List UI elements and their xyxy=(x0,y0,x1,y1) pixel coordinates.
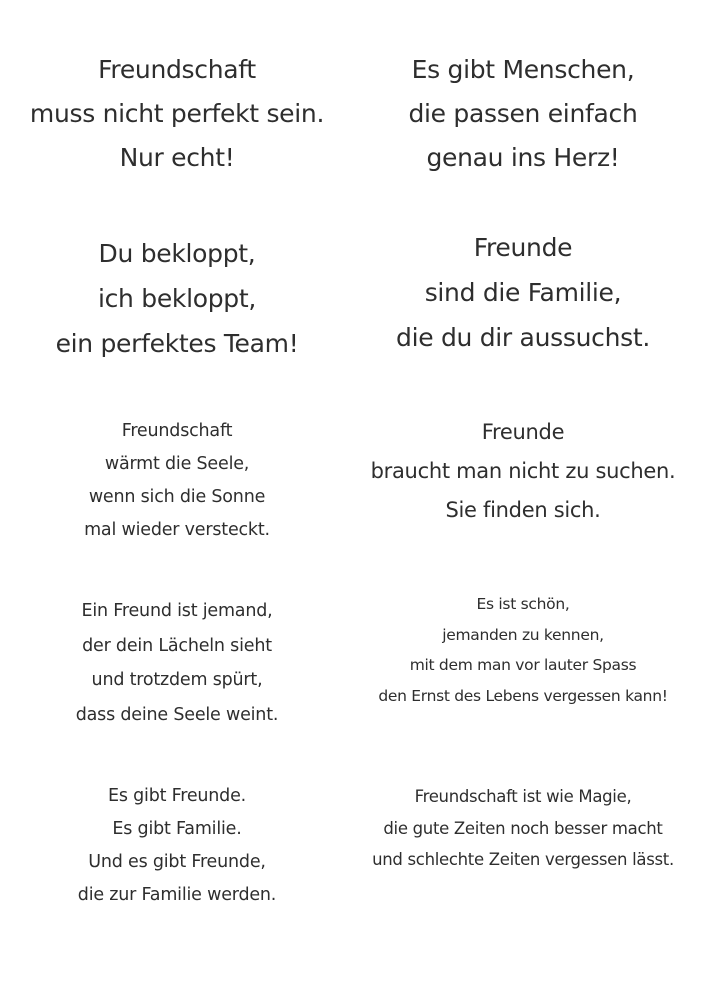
quote-spass-ernst xyxy=(346,589,700,711)
quote-line: jemanden zu kennen, xyxy=(442,625,604,644)
quote-line: wenn sich die Sonne xyxy=(88,487,266,507)
quote-line: Freundschaft xyxy=(121,421,233,441)
quote-freundschaft-echt xyxy=(0,48,354,180)
quote-menschen-herz xyxy=(346,48,700,180)
quote-line: und schlechte Zeiten vergessen lässt. xyxy=(372,850,674,869)
quote-line: mit dem man vor lauter Spass xyxy=(409,656,637,674)
quote-line: den Ernst des Lebens vergessen kann! xyxy=(378,686,668,705)
quote-freund-laecheln xyxy=(0,594,354,732)
quote-line: Nur echt! xyxy=(119,143,235,172)
quote-line: der dein Lächeln sieht xyxy=(82,635,272,656)
quote-freunde-familie xyxy=(346,225,700,360)
quote-seele-sonne xyxy=(0,415,354,547)
quote-line: wärmt die Seele, xyxy=(104,454,250,474)
quote-line: Ein Freund ist jemand, xyxy=(81,601,273,621)
quote-line: dass deine Seele weint. xyxy=(75,704,279,725)
quote-line: Es gibt Menschen, xyxy=(411,55,635,84)
quote-line: braucht man nicht zu suchen. xyxy=(370,459,676,483)
quote-line: ich bekloppt, xyxy=(97,284,257,313)
quote-line: Es gibt Freunde. xyxy=(107,786,247,806)
quote-line: sind die Familie, xyxy=(424,278,622,307)
quote-magie xyxy=(346,781,700,876)
quote-freunde-familie-werden xyxy=(0,780,354,912)
quote-line: Es ist schön, xyxy=(476,595,570,613)
quote-line: muss nicht perfekt sein. xyxy=(29,99,325,128)
quote-bekloppt-team xyxy=(0,231,354,366)
quote-line: ein perfektes Team! xyxy=(55,329,299,358)
quote-line: mal wieder versteckt. xyxy=(84,520,270,540)
quote-line: Freundschaft xyxy=(98,55,256,84)
quote-line: die du dir aussuchst. xyxy=(396,323,650,352)
quote-line: Es gibt Familie. xyxy=(112,819,242,839)
quote-line: und trotzdem spürt, xyxy=(91,670,263,690)
quote-line: die gute Zeiten noch besser macht xyxy=(383,818,663,838)
quote-line: Freunde xyxy=(473,233,573,262)
quote-line: Freunde xyxy=(481,420,565,444)
quote-line: Freundschaft ist wie Magie, xyxy=(414,787,632,806)
quote-line: die passen einfach xyxy=(408,99,638,128)
quote-line: die zur Familie werden. xyxy=(77,885,277,905)
quote-line: Du bekloppt, xyxy=(98,239,256,268)
quote-line: Sie finden sich. xyxy=(445,498,601,522)
quote-freunde-finden xyxy=(346,413,700,530)
quote-line: Und es gibt Freunde, xyxy=(88,852,266,872)
quote-line: genau ins Herz! xyxy=(426,143,620,172)
